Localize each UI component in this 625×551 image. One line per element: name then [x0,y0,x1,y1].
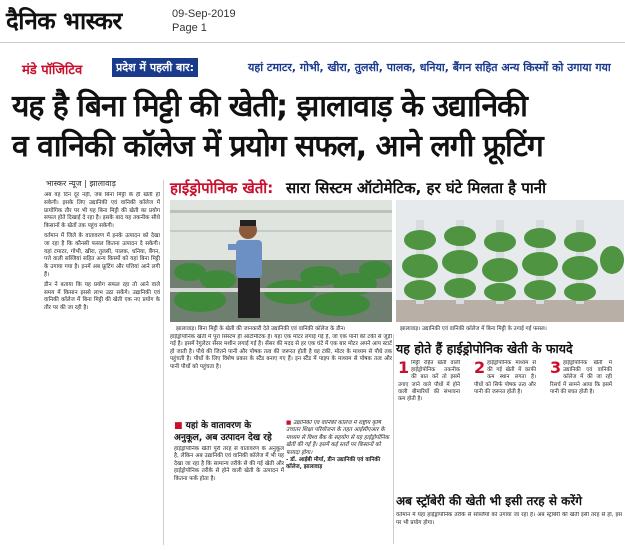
kicker-text: यहां टमाटर, गोभी, खीरा, तुलसी, पालक, धनिया, बैंगन सहित अन्य किस्मों को उगाया गया [248,61,611,74]
photo-illustration [396,200,624,322]
edition-date: 09-Sep-2019 [172,8,236,20]
newspaper-logo: दैनिक भास्कर [6,6,122,35]
photo-illustration [170,200,392,322]
photo-dean-greenhouse [170,200,392,322]
bullet-icon: ■ [174,421,186,431]
benefit-text: मिट्टी रहित खेती वाली हाईड्रोपोनिक तकनीक की बात करें तो इसमें उगाए जाने वाले पौधों में होने वाली बीमारियों की संभावना कम होती है। [398,360,460,403]
benefits-heading: यह होते हैं हाईड्रोपोनिक खेती के फायदे [396,341,573,356]
sub-box-title-line-1: यहां के वातावरण के [185,421,252,431]
article-middle-text: हाईड्रोपोनिक खेती में पूरा सिस्टम ही ऑटोमेटिक है। यहां एक मोटर लगाई गई है, जो एक पानी की टंकी से जुड़ी गई है। इसमें रेगुलेटर सेंसर मशीन लगाई गई है। सेंसर की मदद से हर एक घंटे में एक बार मोटर अपने आप स्टार्ट हो जाती है। पौधे की जितने पानी और पोषक तत्व की जरूरत होती है वह टंकी, मोटर के माध्यम से पौधे तक पहुंचती है। पौधों के लिए विशेष प्रकार के स्टैंड बनाए गए हैं। इन स्टैंड में पाइप के माध्यम से पोषक तत्व और पानी पौधों को पहुंचता है। [170,334,392,370]
photo-hydroponic-plants [396,200,624,322]
edition-info [172,7,236,35]
benefit-number: 1 [398,360,410,377]
benefit-item [474,360,536,480]
benefit-text: हाईड्रोपोनिक खेती में उद्यानिकी एवं वानिकी कॉलेज में की जा रही रिसर्च में सामने आया कि इसमें पानी की बचत होती है। [550,360,612,395]
quote-icon: ■ [286,420,294,426]
column-divider [393,334,394,544]
sub-box-text: हाईड्रोपोनिक खेती पूरी तरह से वातावरण के अनुकूल है, लेकिन अब उद्यानिकी एवं वानिकी कॉलेज में भी यह देखा जा रहा है कि सामान्य तरीके से की गई खेती और हाईड्रोपोनिक तरीके से होने वाली खेती के उत्पादन में कितना फर्क होता है। [174,446,284,482]
article-paragraph: डीन ने बताया कि यह प्रयोग सफल रहा तो आने वाले समय में किसान इससे लाभ उठा सकेंगे। उद्यानिकी एवं वानिकी कॉलेज में बिना मिट्टी की खेती एक नए प्रयोग के तौर पर की जा रही है। [44,281,160,312]
kicker-label: प्रदेश में पहली बार: [112,58,198,77]
benefit-text: हाईड्रोपोनिक माध्यम से की गई खेती में काफी कम स्थान लगता है। पौधों को सिर्फ पोषक तत्व और पानी की जरूरत होती है। [474,360,536,395]
quote-attribution: - डॉ. आईबी मौर्या, डीन उद्यानिकी एवं वानिकी कॉलेज, झालावाड़ [286,457,381,471]
photo-caption-2: झालावाड़। उद्यानिकी एवं वानिकी कॉलेज में बिना मिट्टी के उगाई गई फसल। [400,326,547,332]
subhead-lead: हाईड्रोपोनिक खेती: [170,179,274,197]
headline-line-1: यह है बिना मिट्टी की खेती; झालावाड़ के उद्यानिकी [12,89,527,124]
byline: भास्कर न्यूज | झालावाड़ [46,179,116,188]
photo-caption-1: झालावाड़। बिना मिट्टी के खेती की जानकारी देते उद्यानिकी एवं वानिकी कॉलेज के डीन। [176,326,346,332]
strawberry-text: वर्तमान में यहां हाईड्रोपोनिक तरीके से सब्जियों को उगाया जा रहा है। अब स्ट्रॉबेरी की खेती इसी तरह से हो, इस पर भी प्रयोग होगा। [396,512,622,526]
benefit-item [398,360,460,480]
column-divider [163,180,164,545]
article-left-column [44,192,160,544]
benefit-number: 3 [550,360,562,377]
headline-line-2: व वानिकी कॉलेज में प्रयोग सफल, आने लगी फ्रूटिंग [12,129,543,164]
benefit-item [550,360,612,480]
article-paragraph: वर्तमान में जिले के वातावरण में इनके उत्पादन को देखा जा रहा है कि कौनसी फसल कितना उत्पादन दे सकेगी। यहां टमाटर, गोभी, खीरा, तुलसी, पालक, धनिया, बैंगन, पत्ते वाली सब्जियां सहित अन्य किस्मों को यहां बिना मिट्टी के उगाया गया है। इनमें अब फ्रूटिंग और पत्तियां आने लगी हैं। [44,232,160,278]
header-divider [0,42,625,43]
strawberry-heading: अब स्ट्रॉबेरी की खेती भी इसी तरह से करेंगे [396,494,582,508]
benefit-number: 2 [474,360,486,377]
subhead-text: सारा सिस्टम ऑटोमेटिक, हर घंटे मिलता है पानी [286,179,546,197]
page-number: Page 1 [172,22,207,34]
quote-text: उद्यानिकी एवं वानिकी कॉलेज में राष्ट्रीय कृषि उच्चतर शिक्षा परियोजना के तहत आईसीएआर के माध्यम से विश्व बैंक के सहयोग से यह हाईड्रोपोनिक खेती की गई है। इसमें कई स्तरों पर किसानों को फायदा होगा। [286,420,389,456]
kicker-brand: मंडे पॉजिटिव [22,63,83,78]
sub-box-title-line-2: अनुकूल, अब उत्पादन देख रहे [174,433,272,443]
article-paragraph: अब वह दिन दूर नहीं, जब बिना मिट्टी के ही खेती हो सकेगी। इसके लिए उद्यानिकी एवं वानिकी कॉलेज में प्रायोगिक तौर पर भी यह बिना मिट्टी की खेती का प्रयोग सफल होते दिखाई दे रहा है। इसके बाद यह तकनीक सीधे किसानों के खेतों तक पहुंच सकेगी। [44,192,160,230]
dean-quote [286,420,390,544]
sub-box-title [174,420,272,444]
